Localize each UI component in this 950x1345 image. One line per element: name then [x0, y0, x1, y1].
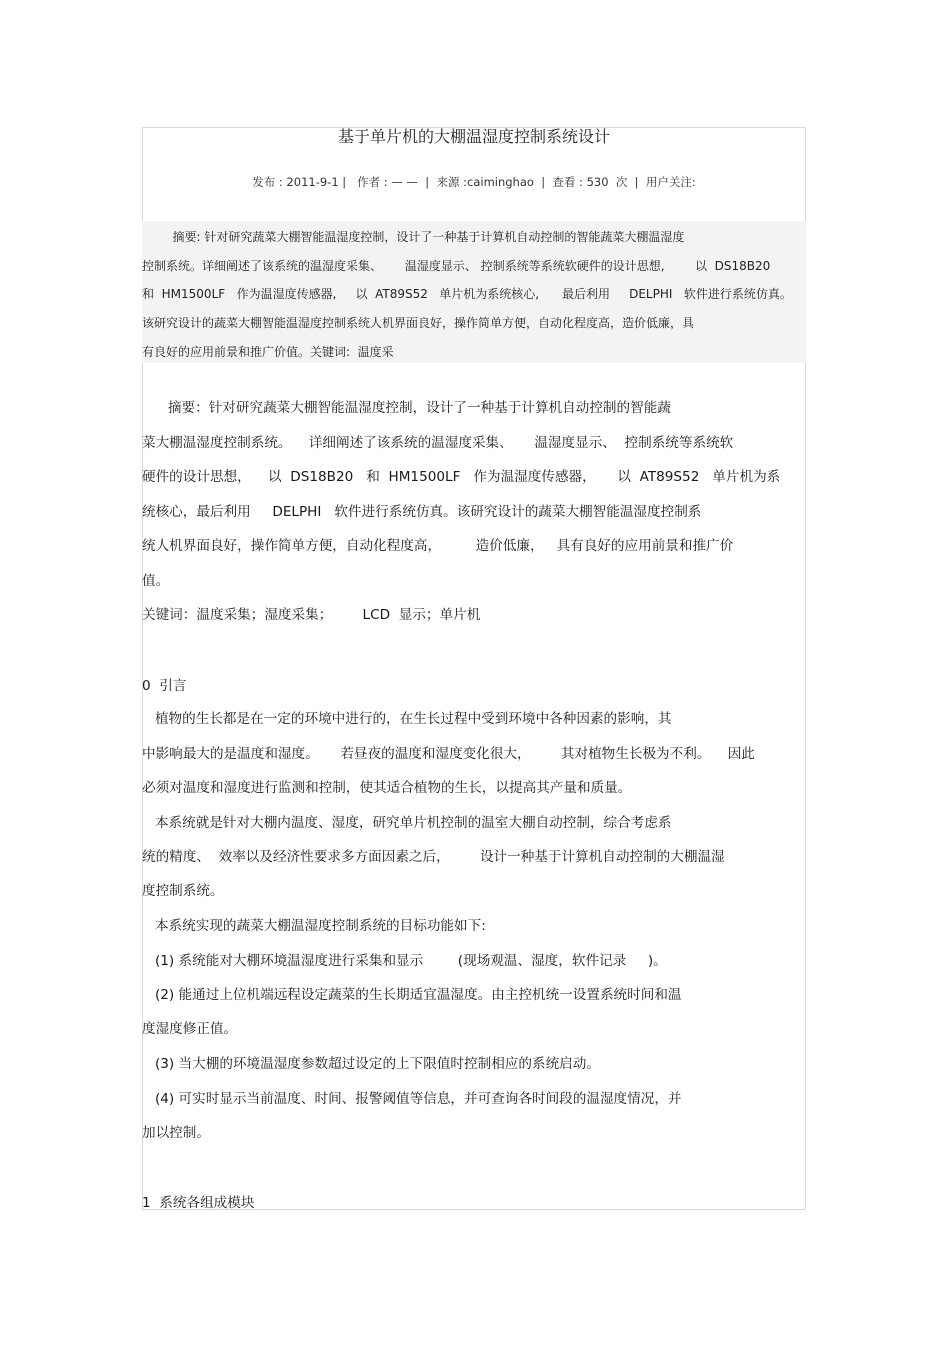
summary-line: 和 HM1500LF 作为温湿度传感器, 以 AT89S52 单片机为系统核心, 最后利用 DELPHI 软件进行系统仿真。 [142, 287, 792, 301]
article-title: 基于单片机的大棚温湿度控制系统设计 [337, 127, 610, 146]
body-line: 统核心，最后利用 DELPHI 软件进行系统仿真。该研究设计的蔬菜大棚智能温湿度控制系 [142, 504, 702, 520]
list-item: (4) 可实时显示当前温度、时间、报警阈值等信息，并可查询各时间段的温湿度情况，并 [142, 1091, 682, 1107]
body-line: 本系统实现的蔬菜大棚温湿度控制系统的目标功能如下: [142, 918, 486, 934]
body-line: 菜大棚温湿度控制系统。 详细阐述了该系统的温湿度采集、 温湿度显示、 控制系统等系统软 [142, 435, 734, 451]
body-line: 统人机界面良好，操作简单方便，自动化程度高， 造价低廉， 具有良好的应用前景和推广价 [142, 538, 734, 554]
list-item: (2) 能通过上位机端远程设定蔬菜的生长期适宜温湿度。由主控机统一设置系统时间和温 [142, 987, 682, 1003]
list-item: (3) 当大棚的环境温湿度参数超过设定的上下限值时控制相应的系统启动。 [142, 1056, 600, 1072]
body-line: 度湿度修正值。 [142, 1021, 238, 1037]
summary-line: 控制系统。详细阐述了该系统的温湿度采集、 温湿度显示、 控制系统等系统软硬件的设计思想, 以 DS18B20 [142, 259, 771, 273]
body-line: 统的精度、 效率以及经济性要求多方面因素之后， 设计一种基于计算机自动控制的大棚温湿 [142, 849, 725, 865]
list-item: (1) 系统能对大棚环境温湿度进行采集和显示 (现场观温、湿度，软件记录 )。 [142, 953, 667, 969]
body-line: 植物的生长都是在一定的环境中进行的，在生长过程中受到环境中各种因素的影响，其 [142, 711, 672, 727]
body-line: 值。 [142, 573, 170, 589]
summary-line: 摘要: 针对研究蔬菜大棚智能温湿度控制，设计了一种基于计算机自动控制的智能蔬菜大棚温湿度 [142, 230, 685, 244]
body-line: 摘要：针对研究蔬菜大棚智能温湿度控制，设计了一种基于计算机自动控制的智能蔬 [142, 400, 671, 416]
section-heading: 1 系统各组成模块 [142, 1195, 255, 1211]
body-line: 度控制系统。 [142, 883, 224, 899]
article-meta: 发布 : 2011-9-1 | 作者 : — — | 来源 :caiminghao | 查看 : 530 次 | 用户关注: [252, 175, 696, 189]
body-line: 本系统就是针对大棚内温度、湿度，研究单片机控制的温室大棚自动控制，综合考虑系 [142, 815, 672, 831]
section-heading: 0 引言 [142, 678, 187, 694]
keywords: 关键词：温度采集；湿度采集； LCD 显示；单片机 [142, 607, 481, 623]
body-line: 硬件的设计思想， 以 DS18B20 和 HM1500LF 作为温湿度传感器， 以 AT89S52 单片机为系 [142, 469, 781, 485]
summary-line: 有良好的应用前景和推广价值。关键词: 温度采 [142, 345, 394, 359]
body-line: 必须对温度和湿度进行监测和控制，使其适合植物的生长，以提高其产量和质量。 [142, 780, 632, 796]
body-line: 加以控制。 [142, 1125, 210, 1141]
summary-line: 该研究设计的蔬菜大棚智能温湿度控制系统人机界面良好，操作简单方便，自动化程度高，造价低廉，具 [142, 316, 695, 330]
body-line: 中影响最大的是温度和湿度。 若昼夜的温度和湿度变化很大， 其对植物生长极为不利。 因此 [142, 746, 755, 762]
